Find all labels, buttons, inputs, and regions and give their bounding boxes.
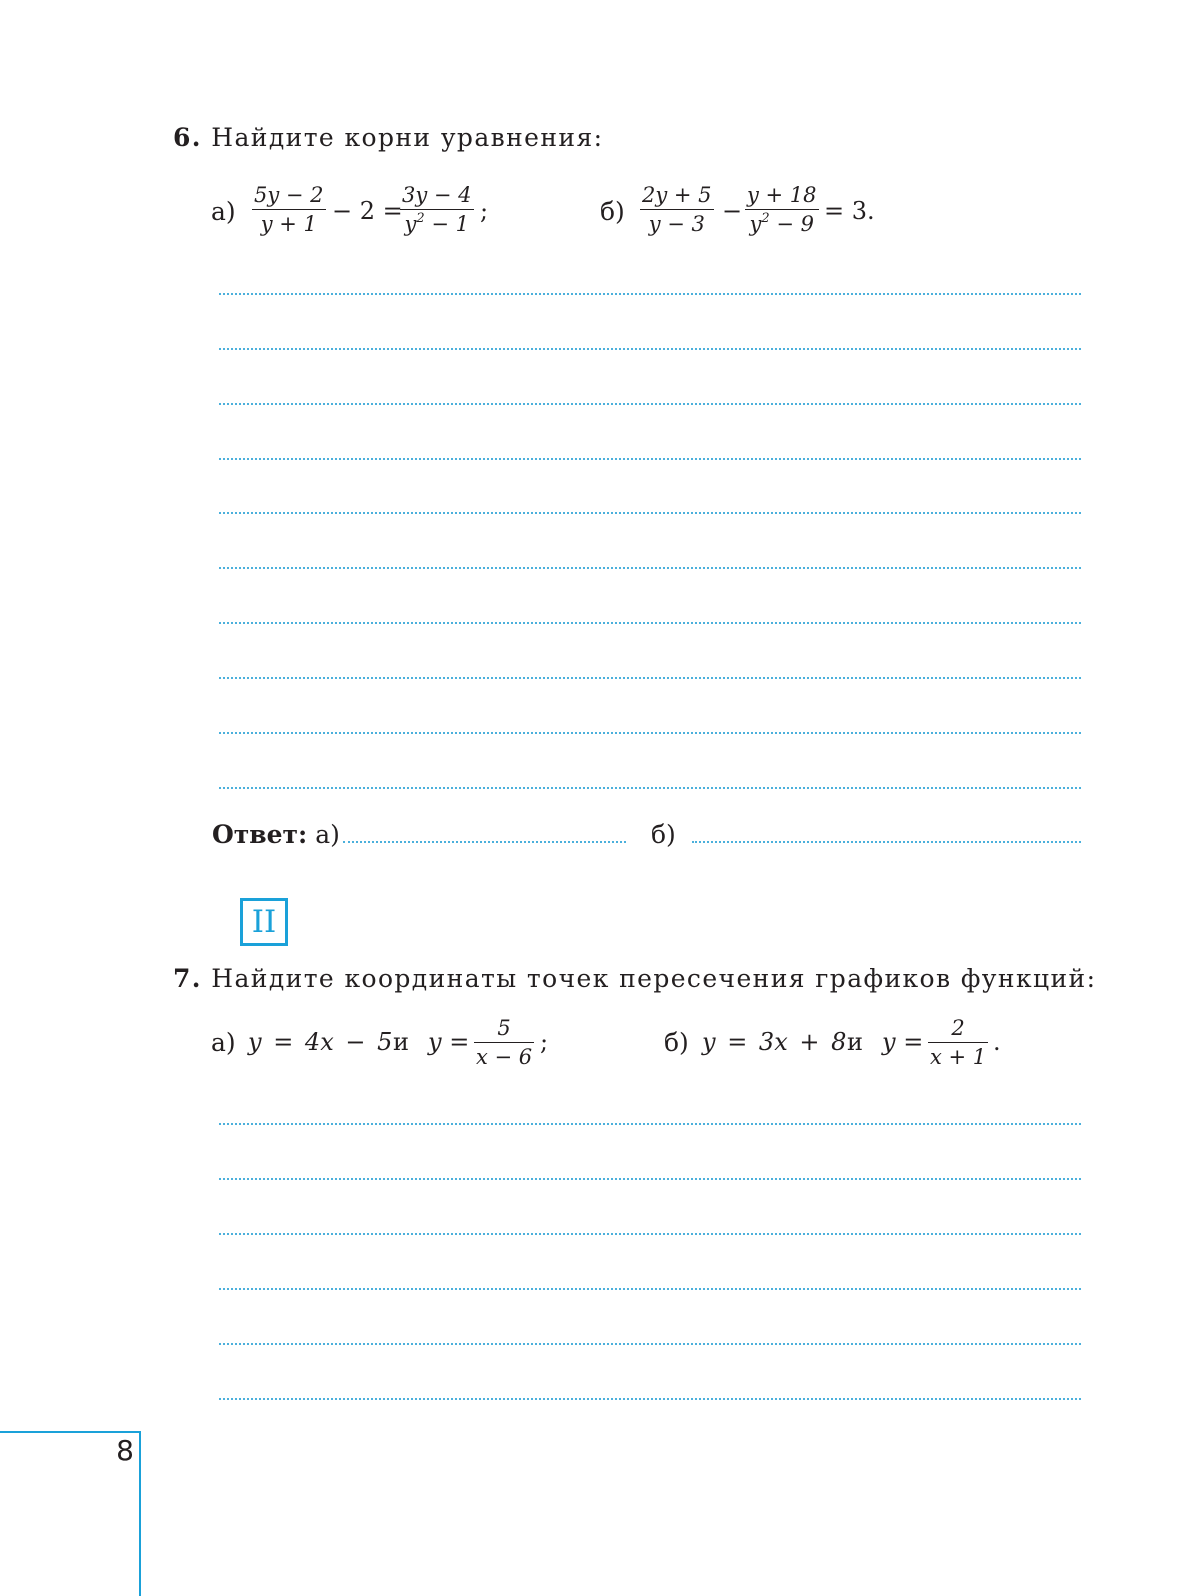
page-corner-rule-vertical: [139, 1431, 141, 1596]
fraction-numerator: 5y − 2: [252, 181, 326, 210]
difficulty-level-badge: II: [240, 898, 288, 946]
writing-line[interactable]: [219, 1123, 1081, 1125]
fraction-numerator: 2: [928, 1014, 988, 1043]
fraction-denominator: $y^2 - 1$: [404, 211, 469, 236]
writing-line[interactable]: [219, 1343, 1081, 1345]
task-7a-lhs: y =: [428, 1028, 470, 1056]
writing-line[interactable]: [219, 622, 1081, 624]
fraction-numerator: 2y + 5: [640, 181, 714, 210]
writing-line[interactable]: [219, 403, 1081, 405]
fraction-numerator: 3y − 4: [400, 181, 474, 210]
task-7b-label: б): [664, 1028, 689, 1057]
fraction-denominator: y − 3: [648, 212, 705, 236]
writing-line[interactable]: [219, 567, 1081, 569]
writing-line[interactable]: [219, 1233, 1081, 1235]
fraction-numerator: 5: [474, 1014, 534, 1043]
task-6a-end: ;: [480, 197, 489, 225]
page-corner-rule-horizontal: [0, 1431, 141, 1433]
fraction-denominator: y + 1: [260, 212, 317, 236]
writing-line[interactable]: [219, 787, 1081, 789]
writing-line[interactable]: [219, 1288, 1081, 1290]
task-6-number: 6.: [173, 123, 202, 152]
answer-b-label: б): [651, 820, 676, 849]
answer-a-field[interactable]: [343, 841, 626, 843]
task-7-heading: [173, 964, 1096, 993]
task-6b-label: б): [600, 197, 625, 226]
task-7a-expr-1: y = 4x − 5: [248, 1028, 393, 1056]
task-7a-label: а): [211, 1028, 236, 1057]
task-6-title: Найдите корни уравнения:: [211, 123, 604, 152]
task-7a-conjunction: и: [393, 1028, 409, 1056]
task-7-title: Найдите координаты точек пересечения графиков функций:: [211, 964, 1097, 993]
answer-b-field[interactable]: [692, 841, 1081, 843]
task-7-number: 7.: [173, 964, 202, 993]
task-7a-end: ;: [540, 1028, 549, 1056]
task-6a-label: а): [211, 197, 236, 226]
fraction-denominator: x − 6: [476, 1045, 533, 1069]
fraction-denominator: x + 1: [930, 1045, 987, 1069]
task-6a-fraction-2: [400, 181, 474, 238]
answer-label: Ответ: а): [212, 820, 340, 849]
task-7b-fraction: [928, 1014, 988, 1071]
fraction-numerator: y + 18: [745, 181, 819, 210]
writing-line[interactable]: [219, 512, 1081, 514]
task-6-heading: [173, 123, 603, 152]
writing-line[interactable]: [219, 458, 1081, 460]
writing-line[interactable]: [219, 732, 1081, 734]
writing-line[interactable]: [219, 677, 1081, 679]
task-7b-end: .: [993, 1028, 1001, 1056]
writing-line[interactable]: [219, 1178, 1081, 1180]
task-6b-fraction-2: [745, 181, 819, 238]
task-7a-fraction: [474, 1014, 534, 1071]
writing-line[interactable]: [219, 348, 1081, 350]
task-6a-middle: − 2 =: [332, 197, 403, 225]
task-6b-middle: −: [722, 197, 743, 225]
page-number: 8: [116, 1434, 134, 1467]
task-7b-lhs: y =: [882, 1028, 924, 1056]
task-7b-expr-1: y = 3x + 8: [702, 1028, 847, 1056]
task-7b-conjunction: и: [847, 1028, 863, 1056]
task-6a-fraction-1: [252, 181, 326, 238]
task-6b-fraction-1: [640, 181, 714, 238]
fraction-denominator: $y^2 - 9$: [749, 211, 814, 236]
writing-line[interactable]: [219, 1398, 1081, 1400]
writing-line[interactable]: [219, 293, 1081, 295]
task-6b-end: = 3.: [824, 197, 875, 225]
